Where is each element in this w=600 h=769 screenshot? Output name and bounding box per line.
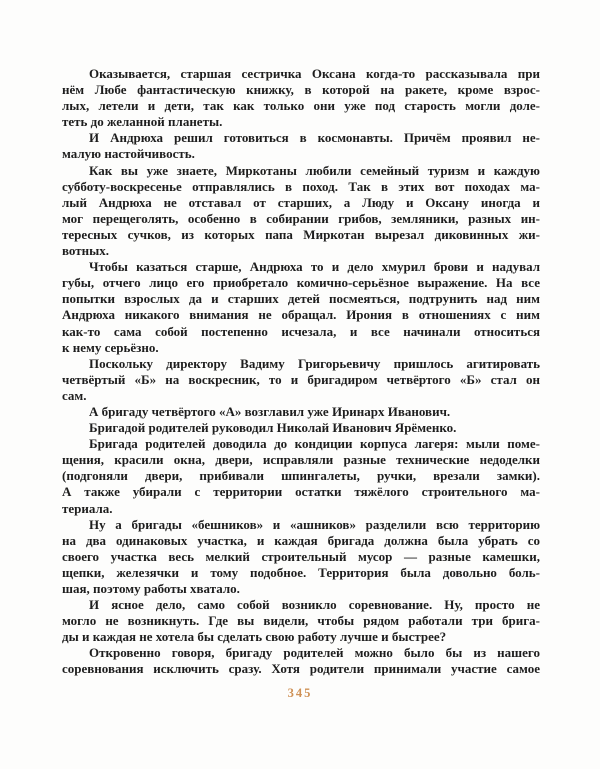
text-line: нём Любе фантастическую книжку, в которой на ракете, кроме взрос- <box>62 82 540 98</box>
text-line: тересных сучков, из которых папа Миркотан вырезал диковинных жи- <box>62 226 540 242</box>
text-line: ды и каждая не хотела бы сделать свою работу лучше и быстрее? <box>62 629 447 645</box>
text-line: четвёртый «Б» на воскресник, то и бригадиром четвёртого «Б» стал он <box>62 371 540 387</box>
text-line: шая, поэтому работы хватало. <box>62 581 240 596</box>
text-line: щения, красили окна, двери, исправляли разные технические недоделки <box>62 452 540 468</box>
text-line: Бригадой родителей руководил Николай Иванович Ярёменко. <box>89 420 457 436</box>
text-block <box>62 66 540 678</box>
text-line: А также убирали с территории остатки тяжёлого строительного ма- <box>62 484 540 500</box>
text-line: к нему серьёзно. <box>62 339 159 355</box>
text-line: Чтобы казаться старше, Андрюха то и дело хмурил брови и надувал <box>89 259 540 275</box>
text-line: вотных. <box>62 243 110 259</box>
text-line: щепки, железячки и тому подобное. Территория была довольно боль- <box>62 564 540 580</box>
text-line: своего участка весь мелкий строительный мусор — разные камешки, <box>62 548 540 564</box>
text-line: субботу-воскресенье отправлялись в поход. Так в этих вот походах ма- <box>62 178 540 194</box>
text-line: териала. <box>62 500 113 516</box>
text-line: А бригаду четвёртого «А» возглавил уже Иринарх Иванович. <box>89 403 451 419</box>
text-line: Бригада родителей доводила до кондиции корпуса лагеря: мыли поме- <box>89 436 540 452</box>
text-line: лых, летели и дети, так как только они уже под старость могли доле- <box>62 98 540 114</box>
text-line: сам. <box>62 387 87 403</box>
text-line: Откровенно говоря, бригаду родителей можно было бы из нашего <box>89 645 540 661</box>
text-line: соревнования исключить сразу. Хотя родители принимали участие самое <box>62 661 540 677</box>
text-line: И ясное дело, само собой возникло соревнование. Ну, просто не <box>89 597 540 613</box>
text-line: могло не возникнуть. Где вы видели, чтобы рядом работали три брига- <box>62 613 540 629</box>
text-line: (подгоняли двери, прибивали шпингалеты, ручки, врезали замки). <box>62 468 540 484</box>
text-line: губы, отчего лицо его приобретало комично-серьёзное выражение. На все <box>62 275 540 291</box>
text-line: на два одинаковых участка, и каждая бригада должна была убрать со <box>62 532 540 548</box>
text-line: теть до желанной планеты. <box>62 114 223 130</box>
text-line: Поскольку директору Вадиму Григорьевичу пришлось агитировать <box>89 355 540 371</box>
text-line: Андрюха никакого внимания не обращал. Ирония в отношениях с ним <box>62 307 540 323</box>
text-line: Как вы уже знаете, Миркотаны любили семейный туризм и каждую <box>89 162 540 178</box>
text-line: попытки взрослых да и старших детей посмеяться, подтрунить над ним <box>62 291 540 307</box>
text-line: лый Андрюха не отставал от старших, а Люду и Оксану иногда и <box>62 194 540 210</box>
text-line: малую настойчивость. <box>62 146 195 162</box>
page-number: 345 <box>287 686 313 700</box>
text-line: И Андрюха решил готовиться в космонавты. Причём проявил не- <box>89 130 540 146</box>
text-line: Ну а бригады «бешников» и «ашников» разделили всю территорию <box>89 516 540 532</box>
text-line: Оказывается, старшая сестричка Оксана когда-то рассказывала при <box>89 66 540 81</box>
text-line: мог перещеголять, особенно в собирании грибов, земляники, разных ин- <box>62 210 540 226</box>
text-line: как-то сама собой постепенно исчезала, и все начинали относиться <box>62 323 540 339</box>
